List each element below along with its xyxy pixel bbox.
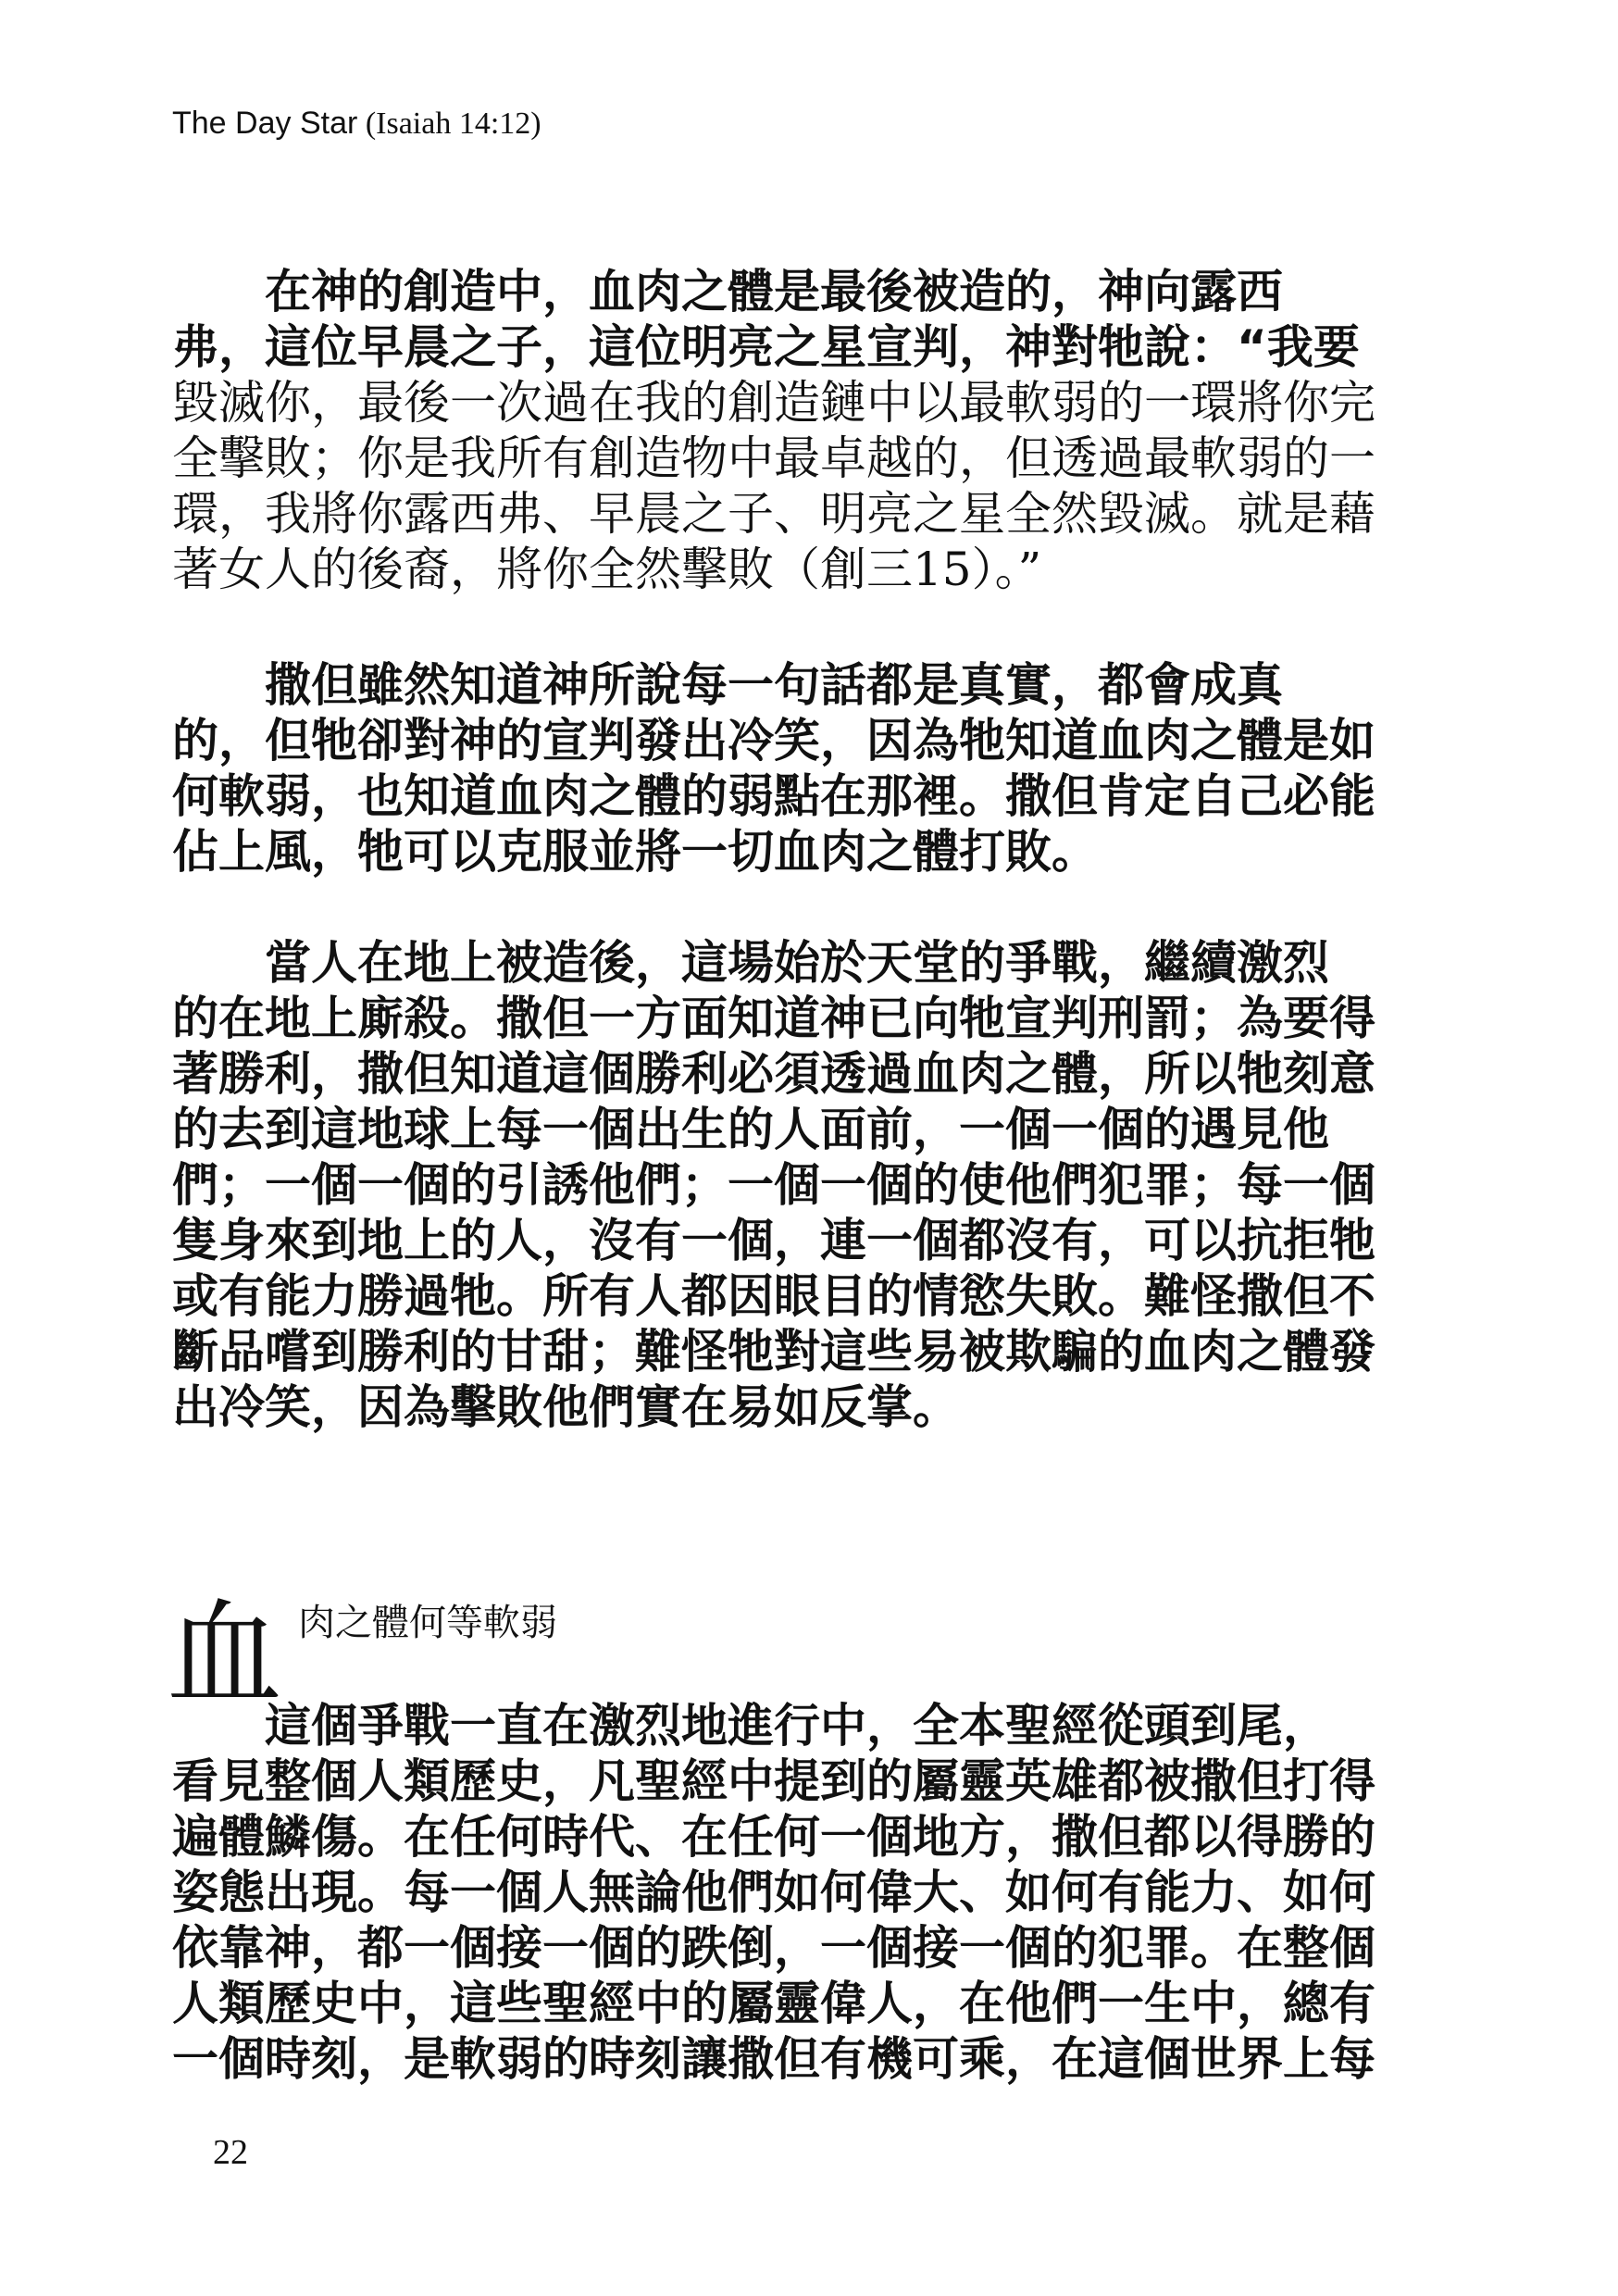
text-line: 依靠神，都一個接一個的跌倒，一個接一個的犯罪。在整個 (172, 1921, 1375, 1975)
section-heading: 肉之體何等軟弱 (298, 1602, 557, 1644)
text-line: 或有能力勝過牠。所有人都因眼目的情慾失敗。難怪撒但不 (172, 1269, 1375, 1323)
paragraph-1 (172, 264, 1413, 597)
page-number: 22 (213, 2133, 248, 2172)
text-line: 佔上風，牠可以克服並將一切血肉之體打敗。 (172, 825, 1098, 879)
book-title: The Day Star (172, 106, 358, 141)
text-line: 人類歷史中，這些聖經中的屬靈偉人，在他們一生中，總有 (172, 1977, 1375, 2030)
text-line: 們；一個一個的引誘他們；一個一個的使他們犯罪；每一個 (172, 1158, 1375, 1212)
scripture-reference: (Isaiah 14:12) (365, 106, 541, 141)
text-line: 的在地上廝殺。撒但一方面知道神已向牠宣判刑罰；為要得 (172, 992, 1375, 1045)
text-line: 當人在地上被造後，這場始於天堂的爭戰，繼續激烈 (172, 936, 1329, 990)
text-line: 撒但雖然知道神所說每一句話都是真實，都會成真 (172, 658, 1283, 712)
text-line: 的去到這地球上每一個出生的人面前，一個一個的遇見他 (172, 1103, 1329, 1156)
text-line: 何軟弱，也知道血肉之體的弱點在那裡。撒但肯定自己必能 (172, 769, 1375, 823)
text-line: 毀滅你，最後一次過在我的創造鏈中以最軟弱的一環將你完 (172, 376, 1375, 430)
text-line: 出冷笑，因為擊敗他們實在易如反掌。 (172, 1380, 959, 1434)
section-dropcap: 血 (167, 1588, 282, 1722)
text-line: 在神的創造中，血肉之體是最後被造的，神向露西 (172, 265, 1283, 318)
text-line: 姿態出現。每一個人無論他們如何偉大、如何有能力、如何 (172, 1866, 1375, 1919)
paragraph-4 (172, 1698, 1413, 2087)
text-line: 遍體鱗傷。在任何時代、在任何一個地方，撒但都以得勝的 (172, 1810, 1375, 1864)
text-line: 弗，這位早晨之子，這位明亮之星宣判，神對牠說：“我要 (172, 320, 1360, 374)
text-line: 看見整個人類歷史，凡聖經中提到的屬靈英雄都被撒但打得 (172, 1754, 1375, 1808)
paragraph-2 (172, 657, 1413, 880)
text-line: 斷品嚐到勝利的甘甜；難怪牠對這些易被欺騙的血肉之體發 (172, 1325, 1375, 1379)
text-line: 全擊敗；你是我所有創造物中最卓越的，但透過最軟弱的一 (172, 431, 1375, 485)
text-line: 環，我將你露西弗、早晨之子、明亮之星全然毀滅。就是藉 (172, 487, 1375, 541)
text-line: 著勝利，撒但知道這個勝利必須透過血肉之體，所以牠刻意 (172, 1047, 1375, 1101)
text-line: 一個時刻，是軟弱的時刻讓撒但有機可乘，在這個世界上每 (172, 2032, 1375, 2086)
text-line: 隻身來到地上的人，沒有一個，連一個都沒有，可以抗拒牠 (172, 1214, 1375, 1267)
text-line: 著女人的後裔，將你全然擊敗（創三15）。” (172, 543, 1042, 596)
running-header (172, 104, 541, 144)
text-line: 的，但牠卻對神的宣判發出冷笑，因為牠知道血肉之體是如 (172, 714, 1375, 767)
text-line: 這個爭戰一直在激烈地進行中，全本聖經從頭到尾， (172, 1699, 1329, 1753)
paragraph-3 (172, 935, 1413, 1435)
